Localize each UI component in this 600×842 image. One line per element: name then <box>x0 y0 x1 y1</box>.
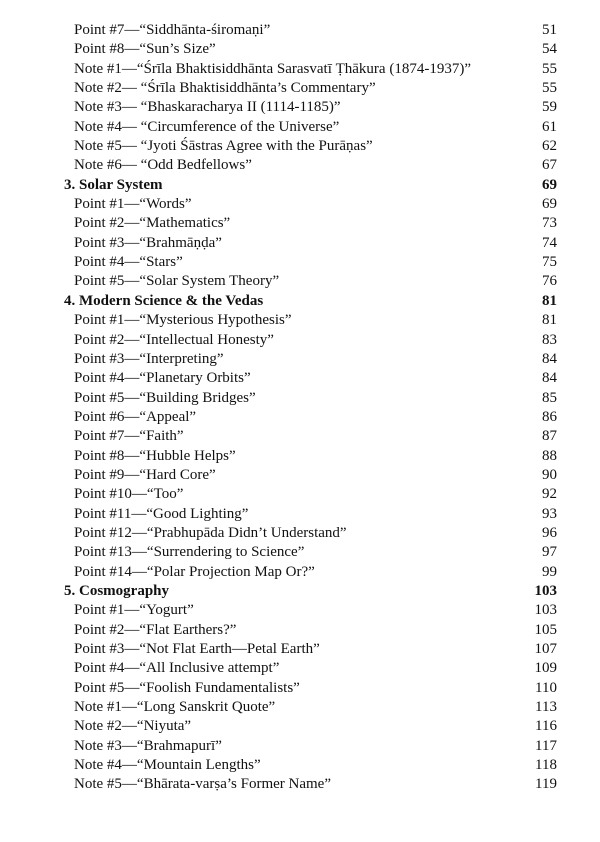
toc-entry-label: Note #4— “Circumference of the Universe” <box>74 118 340 135</box>
toc-page-number: 97 <box>542 544 557 561</box>
toc-page-number: 119 <box>535 776 557 793</box>
toc-entry-label: Note #5— “Jyoti Śāstras Agree with the Purāṇas” <box>74 138 373 155</box>
toc-entry <box>64 331 557 350</box>
toc-page-number: 73 <box>542 215 557 232</box>
toc-page-number: 116 <box>535 718 557 735</box>
toc-entry <box>64 737 557 756</box>
toc-section-heading <box>64 176 557 195</box>
toc-page-number: 76 <box>542 273 557 290</box>
toc-page-number: 92 <box>542 486 557 503</box>
toc-entry-label: Point #9—“Hard Core” <box>74 466 216 483</box>
toc-entry-label: Point #1—“Mysterious Hypothesis” <box>74 312 292 329</box>
toc-entry <box>64 698 557 717</box>
toc-entry-label: 4. Modern Science & the Vedas <box>64 292 264 309</box>
toc-entry <box>64 21 557 40</box>
toc-entry-label: Point #4—“Planetary Orbits” <box>74 370 251 387</box>
toc-entry <box>64 447 557 466</box>
toc-page-number: 93 <box>542 505 557 522</box>
toc-entry-label: Point #2—“Flat Earthers?” <box>74 621 237 638</box>
toc-entry-label: Note #1—“Long Sanskrit Quote” <box>74 699 276 716</box>
toc-page-number: 51 <box>542 22 557 38</box>
toc-page-number: 117 <box>535 737 557 754</box>
toc-page-number: 85 <box>542 389 557 406</box>
toc-entry-label: Point #5—“Foolish Fundamentalists” <box>74 679 300 696</box>
toc-entry-label: Note #4—“Mountain Lengths” <box>74 757 261 774</box>
toc-entry <box>64 98 557 117</box>
toc-entry <box>64 601 557 620</box>
toc-page-number: 88 <box>542 447 557 464</box>
toc-entry-label: Point #7—“Faith” <box>74 428 184 445</box>
toc-entry-label: Note #2—“Niyuta” <box>74 718 192 735</box>
toc-entry-label: Point #3—“Not Flat Earth—Petal Earth” <box>74 641 320 657</box>
toc-entry <box>64 775 557 794</box>
toc-page-number: 55 <box>542 80 557 97</box>
toc-entry <box>64 466 557 485</box>
toc-entry-label: Note #2— “Śrīla Bhaktisiddhānta’s Commentary” <box>74 80 376 97</box>
toc-page-number: 103 <box>534 582 557 599</box>
toc-entry-label: 5. Cosmography <box>64 582 170 599</box>
toc-entry-label: Point #13—“Surrendering to Science” <box>74 544 305 561</box>
toc-entry <box>64 640 557 659</box>
toc-entry <box>64 679 557 698</box>
toc-page-number: 96 <box>542 524 557 541</box>
toc-entry <box>64 350 557 369</box>
toc-page-number: 90 <box>542 466 557 483</box>
toc-page-number: 103 <box>534 602 557 619</box>
toc-page-number: 84 <box>542 370 557 387</box>
toc-entry <box>64 505 557 524</box>
toc-entry <box>64 621 557 640</box>
toc-entry <box>64 118 557 137</box>
toc-page-number: 61 <box>542 118 557 135</box>
toc-entry <box>64 195 557 214</box>
toc-entry <box>64 60 557 79</box>
toc-entry-label: Point #1—“Yogurt” <box>74 602 194 619</box>
toc-page-number: 55 <box>542 60 557 77</box>
toc-page-number: 62 <box>542 138 557 155</box>
toc-page-number: 109 <box>534 660 557 677</box>
toc-entry-label: Note #3— “Bhaskaracharya II (1114-1185)” <box>74 99 341 116</box>
toc-page-number: 69 <box>542 196 557 213</box>
toc-entry-label: Point #6—“Appeal” <box>74 408 197 425</box>
toc-entry <box>64 311 557 330</box>
toc-entry <box>64 485 557 504</box>
toc-entry-label: Point #8—“Hubble Helps” <box>74 447 236 464</box>
toc-page-number: 87 <box>542 428 557 445</box>
toc-entry-label: Point #5—“Building Bridges” <box>74 389 256 406</box>
toc-section-heading <box>64 582 557 601</box>
toc-page-number: 81 <box>542 292 557 309</box>
toc-entry-label: Note #6— “Odd Bedfellows” <box>74 157 252 174</box>
toc-page-number: 107 <box>534 641 557 657</box>
toc-entry-label: Point #4—“All Inclusive attempt” <box>74 660 280 677</box>
table-of-contents <box>64 21 557 795</box>
toc-entry <box>64 369 557 388</box>
toc-entry <box>64 717 557 736</box>
toc-entry-label: Point #12—“Prabhupāda Didn’t Understand” <box>74 524 347 541</box>
toc-page-number: 105 <box>534 621 557 638</box>
toc-entry <box>64 389 557 408</box>
toc-entry <box>64 253 557 272</box>
toc-entry-label: Point #2—“Mathematics” <box>74 215 231 232</box>
toc-entry-label: Note #3—“Brahmapurī” <box>74 737 222 754</box>
toc-page-number: 110 <box>535 679 557 696</box>
toc-page-number: 118 <box>535 757 557 774</box>
toc-entry-label: 3. Solar System <box>64 176 163 193</box>
toc-entry <box>64 524 557 543</box>
toc-entry <box>64 137 557 156</box>
toc-page-number: 74 <box>542 234 557 251</box>
toc-entry-label: Point #5—“Solar System Theory” <box>74 273 280 290</box>
toc-page-number: 54 <box>542 41 557 58</box>
toc-entry <box>64 272 557 291</box>
toc-entry <box>64 408 557 427</box>
toc-page-number: 99 <box>542 563 557 580</box>
toc-entry-label: Point #10—“Too” <box>74 486 184 503</box>
toc-entry-label: Point #1—“Words” <box>74 196 192 213</box>
toc-page-number: 59 <box>542 99 557 116</box>
toc-page-number: 113 <box>535 699 557 716</box>
toc-section-heading <box>64 292 557 311</box>
toc-page-number: 75 <box>542 254 557 271</box>
toc-entry <box>64 156 557 175</box>
toc-page-number: 81 <box>542 312 557 329</box>
toc-entry <box>64 756 557 775</box>
toc-entry <box>64 563 557 582</box>
toc-entry-label: Point #2—“Intellectual Honesty” <box>74 331 274 348</box>
toc-entry <box>64 543 557 562</box>
toc-entry <box>64 234 557 253</box>
toc-entry-label: Point #8—“Sun’s Size” <box>74 41 216 58</box>
toc-entry <box>64 79 557 98</box>
toc-entry-label: Point #11—“Good Lighting” <box>74 505 249 522</box>
toc-page-number: 69 <box>542 176 557 193</box>
toc-entry <box>64 214 557 233</box>
toc-entry <box>64 40 557 59</box>
toc-page-number: 86 <box>542 408 557 425</box>
toc-page-number: 67 <box>542 157 557 174</box>
toc-entry-label: Point #4—“Stars” <box>74 254 183 271</box>
toc-entry-label: Point #7—“Siddhānta-śiromaṇi” <box>74 22 271 38</box>
toc-entry-label: Point #3—“Brahmāṇḍa” <box>74 234 222 251</box>
toc-page-number: 83 <box>542 331 557 348</box>
toc-entry-label: Point #3—“Interpreting” <box>74 350 224 367</box>
toc-entry-label: Note #1—“Śrīla Bhaktisiddhānta Sarasvatī Ṭhākura (1874-1937)” <box>74 60 471 77</box>
toc-page-number: 84 <box>542 350 557 367</box>
toc-entry <box>64 659 557 678</box>
toc-entry <box>64 427 557 446</box>
toc-entry-label: Point #14—“Polar Projection Map Or?” <box>74 563 315 580</box>
toc-entry-label: Note #5—“Bhārata-varṣa’s Former Name” <box>74 776 331 793</box>
